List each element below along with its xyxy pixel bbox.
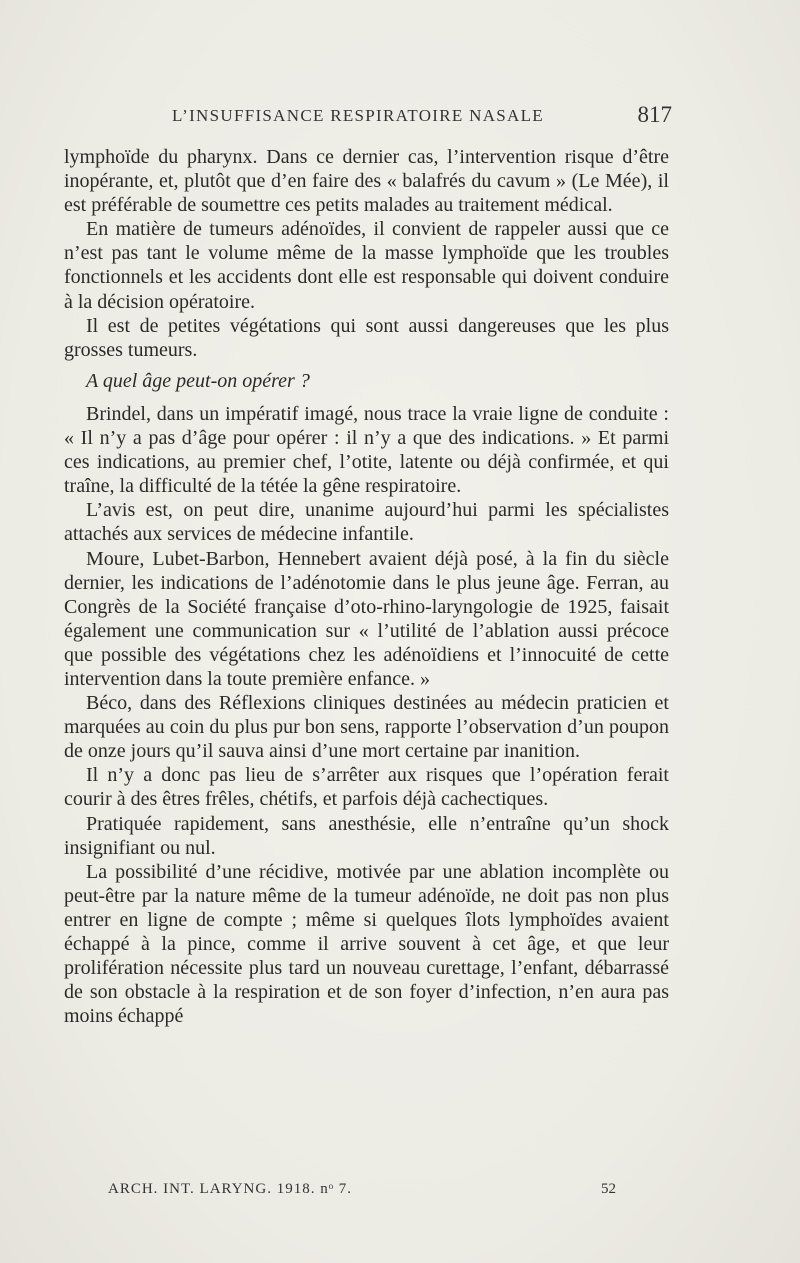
paragraph: Moure, Lubet-Barbon, Hennebert avaient déjà posé, à la fin du siècle dernier, les indications de l’adénotomie dans le plus jeune âge. Ferran, au Congrès de la Société française d’oto-rhino-laryngologie de 1925, faisait également une communication sur « l’utilité de l’ablation aussi précoce que possible des végétations chez les adénoïdiens et l’innocuité de cette intervention dans la toute première enfance. »: [64, 547, 669, 690]
paragraph: Béco, dans des Réflexions cliniques destinées au médecin praticien et marquées au coin du plus pur bon sens, rapporte l’observation d’un poupon de onze jours qu’il sauva ainsi d’une mort certaine par inanition.: [64, 692, 669, 763]
paragraph: Brindel, dans un impératif imagé, nous trace la vraie ligne de conduite : « Il n’y a pas d’âge pour opérer : il n’y a que des indications. » Et parmi ces indications, au premier chef, l’otite, latente ou déjà confirmée, et qui traîne, la difficulté de la tétée la gêne respiratoire.: [64, 402, 669, 498]
running-title: L’INSUFFISANCE RESPIRATOIRE NASALE: [172, 106, 544, 125]
paragraph: L’avis est, on peut dire, unanime aujourd’hui parmi les spécialistes attachés aux services de médecine infantile.: [64, 499, 669, 546]
page-number: 817: [637, 102, 672, 127]
paragraph: La possibilité d’une récidive, motivée par une ablation incomplète ou peut-être par la nature même de la tumeur adénoïde, ne doit pas non plus entrer en ligne de compte ; même si quelques îlots lymphoïdes avaient échappé à la pince, comme il arrive souvent à cet âge, et que leur prolifération nécessite plus tard un nouveau curettage, l’enfant, débarrassé de son obstacle à la respiration et de son foyer d’infection, n’en aura pas moins échappé: [64, 860, 669, 1028]
body-text: [64, 145, 669, 1028]
page-header: [172, 102, 672, 132]
page-footer: [108, 1181, 616, 1203]
journal-reference: ARCH. INT. LARYNG. 1918. nᵒ 7.: [108, 1181, 353, 1197]
paragraph: Pratiquée rapidement, sans anesthésie, elle n’entraîne qu’un shock insignifiant ou nul.: [64, 812, 669, 859]
paragraph: Il n’y a donc pas lieu de s’arrêter aux risques que l’opération ferait courir à des êtres frêles, chétifs, et parfois déjà cachectiques.: [64, 764, 669, 811]
signature-mark: 52: [601, 1181, 616, 1197]
section-heading: A quel âge peut-on opérer ?: [86, 369, 310, 392]
paragraph: En matière de tumeurs adénoïdes, il convient de rappeler aussi que ce n’est pas tant le volume même de la masse lymphoïde que les troubles fonctionnels et les accidents dont elle est responsable qui doivent conduire à la décision opératoire.: [64, 218, 669, 313]
paragraph: lymphoïde du pharynx. Dans ce dernier cas, l’intervention risque d’être inopérante, et, plutôt que d’en faire des « balafrés du cavum » (Le Mée), il est préférable de soumettre ces petits malades au traitement médical.: [64, 146, 669, 217]
paragraph: Il est de petites végétations qui sont aussi dangereuses que les plus grosses tumeurs.: [64, 314, 669, 361]
